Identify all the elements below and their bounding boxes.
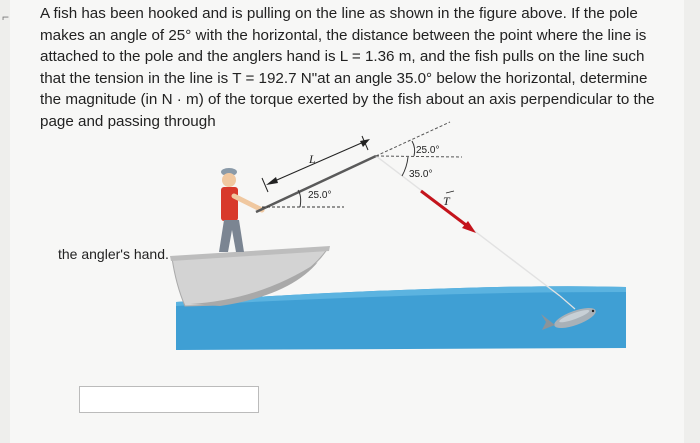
tip-angle-lower-label: 35.0° <box>409 169 433 180</box>
length-symbol: L <box>309 152 316 166</box>
tension-symbol: T <box>443 194 450 208</box>
tension-vector-bar <box>446 191 454 193</box>
answer-input[interactable] <box>79 386 259 413</box>
tip-horizontal-dashed <box>376 156 462 157</box>
tip-angle-arc-upper <box>412 141 415 156</box>
corner-mark: ⌐ <box>2 10 10 24</box>
angler <box>219 168 262 252</box>
base-angle-label: 25.0° <box>308 190 332 201</box>
question-text: A fish has been hooked and is pulling on the line as shown in the figure above. If the pole makes an angle of 25° with the horizontal, the distance between the point where the line is attached to the pole and the anglers hand is L = 1.36 m, and the fish pulls on the line such that the tension in the line is T = 192.7 N"at an angle 35.0° below the horizontal, determine the magnitude (in N · m) of the torque exerted by the fish about an axis perpendicular to the page and passing through <box>40 5 655 130</box>
tip-angle-arc-lower <box>402 157 408 176</box>
hand-label: the angler's hand. <box>58 246 169 262</box>
tip-angle-upper-label: 25.0° <box>416 145 440 156</box>
fishing-pole <box>256 156 376 212</box>
